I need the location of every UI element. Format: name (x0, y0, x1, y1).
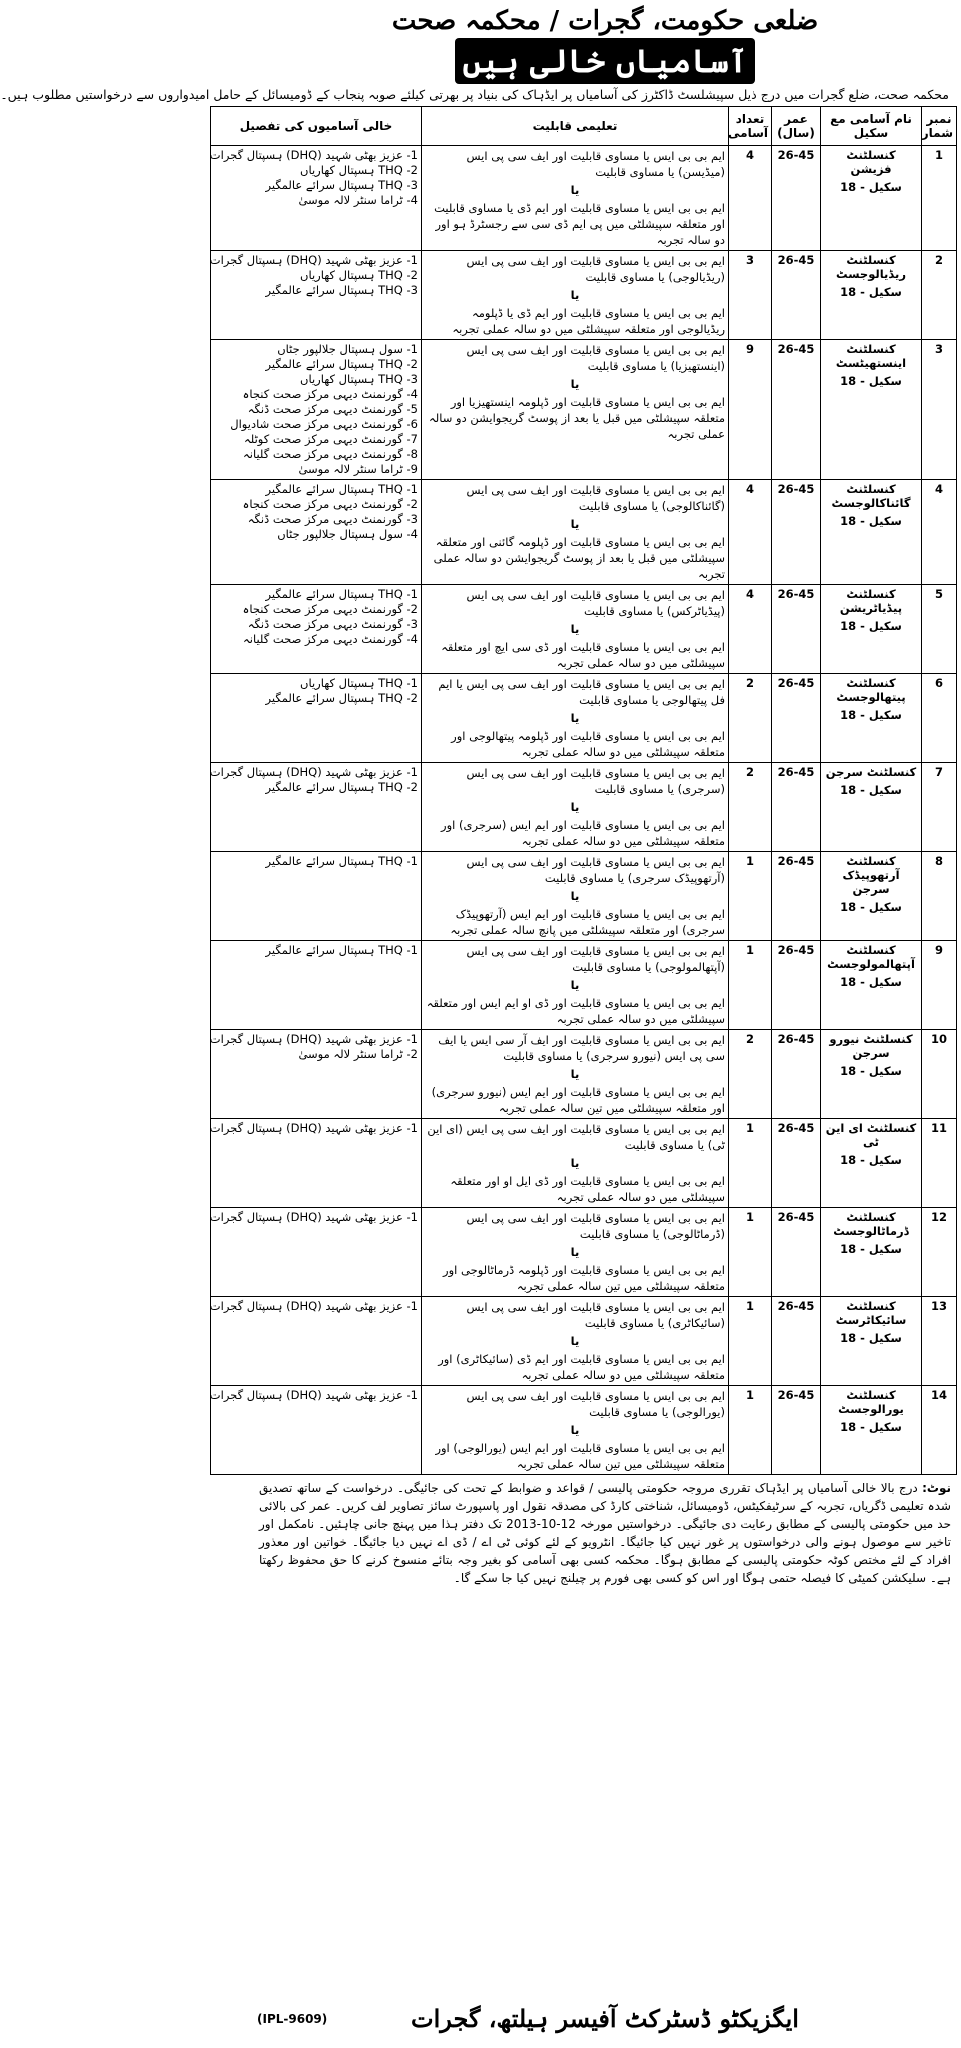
qualification-alternate: ایم بی بی ایس یا مساوی قابلیت اور ایم ڈی یا مساوی قابلیت اور متعلقہ سپیشلٹی میں پی ایم ڈی سی سے رجسٹرڈ ہو اور دو سالہ تجربہ (434, 201, 725, 247)
location-item: 8- گورنمنٹ دیہی مرکز صحت گلیانہ (243, 447, 418, 461)
location-item: 2- THQ ہسپتال کھاریاں (300, 163, 418, 177)
pay-scale: سکیل - 18 (840, 1242, 902, 1256)
qualification-cell (422, 1208, 729, 1297)
location-item: 4- گورنمنٹ دیہی مرکز صحت کنجاہ (242, 387, 418, 401)
govt-heading: ضلعی حکومت، گجرات / محکمہ صحت (391, 6, 819, 36)
qualification-or: یا (570, 1067, 580, 1081)
qualification-or: یا (570, 622, 580, 636)
location-item: 1- عزیز بھٹی شہید (DHQ) ہسپتال گجرات (209, 1299, 418, 1313)
qualification-alternate: ایم بی بی ایس یا مساوی قابلیت اور ڈپلومہ اینستھیزیا اور متعلقہ سپیشلٹی میں قبل یا بعد از پوسٹ گریجوایشن دو سالہ عملی تجربہ (428, 395, 725, 441)
serial-number: 11 (922, 1119, 957, 1208)
table-row (211, 763, 957, 852)
locations-cell (211, 1119, 422, 1208)
qualification-alternate: ایم بی بی ایس یا مساوی قابلیت اور ڈی او ایم ایس اور متعلقہ سپیشلٹی میں دو سالہ عملی تجربہ (426, 996, 725, 1026)
qualification-or: یا (570, 800, 580, 814)
location-item: 1- عزیز بھٹی شہید (DHQ) ہسپتال گجرات (209, 1210, 418, 1224)
pay-scale: سکیل - 18 (840, 374, 902, 388)
col-header-post: نام آسامی مع سکیل (821, 107, 922, 146)
location-item: 3- THQ ہسپتال سرائے عالمگیر (265, 178, 418, 192)
notes-section (253, 1475, 957, 1587)
locations-cell (211, 763, 422, 852)
post-count: 1 (729, 941, 772, 1030)
advertisement-page (0, 4, 957, 2044)
location-item: 2- گورنمنٹ دیہی مرکز صحت کنجاہ (242, 497, 418, 511)
qualification-primary: ایم بی بی ایس یا مساوی قابلیت اور ایف آر سی ایس یا ایف سی پی ایس (نیورو سرجری) یا مساوی قابلیت (438, 1033, 725, 1063)
age-limit: 26-45 (772, 146, 821, 251)
age-limit: 26-45 (772, 674, 821, 763)
serial-number: 13 (922, 1297, 957, 1386)
table-row (211, 1297, 957, 1386)
age-limit: 26-45 (772, 585, 821, 674)
qualification-or: یا (570, 1245, 580, 1259)
post-name: کنسلٹنٹ سائیکاٹرسٹ (835, 1299, 907, 1327)
age-limit: 26-45 (772, 1030, 821, 1119)
locations-cell (211, 1030, 422, 1119)
table-row (211, 251, 957, 340)
post-cell (821, 1386, 922, 1475)
post-cell (821, 480, 922, 585)
post-name: کنسلٹنٹ گائناکالوجسٹ (831, 482, 911, 510)
serial-number: 6 (922, 674, 957, 763)
post-cell (821, 1297, 922, 1386)
serial-number: 14 (922, 1386, 957, 1475)
qualification-alternate: ایم بی بی ایس یا مساوی قابلیت اور ڈپلومہ پیتھالوجی اور متعلقہ سپیشلٹی میں دو سالہ عملی تجربہ (451, 729, 725, 759)
location-item: 3- THQ ہسپتال کھاریاں (300, 372, 418, 386)
pay-scale: سکیل - 18 (840, 514, 902, 528)
qualification-or: یا (570, 889, 580, 903)
table-row (211, 674, 957, 763)
locations-cell (211, 1297, 422, 1386)
qualification-alternate: ایم بی بی ایس یا مساوی قابلیت اور ایم ایس (یورالوجی) اور متعلقہ سپیشلٹی میں تین سالہ عملی تجربہ (435, 1441, 725, 1471)
location-item: 1- عزیز بھٹی شہید (DHQ) ہسپتال گجرات (209, 1121, 418, 1135)
serial-number: 9 (922, 941, 957, 1030)
qualification-primary: ایم بی بی ایس یا مساوی قابلیت اور ایف سی پی ایس (پیڈیاٹرکس) یا مساوی قابلیت (466, 588, 725, 618)
pay-scale: سکیل - 18 (840, 1420, 902, 1434)
location-item: 4- سول ہسپتال جلالپور جٹاں (277, 527, 418, 541)
qualification-primary: ایم بی بی ایس یا مساوی قابلیت اور ایف سی پی ایس (گائناکالوجی) یا مساوی قابلیت (466, 483, 725, 513)
serial-number: 2 (922, 251, 957, 340)
serial-number: 1 (922, 146, 957, 251)
pay-scale: سکیل - 18 (840, 1331, 902, 1345)
post-name: کنسلٹنٹ فزیشن (846, 148, 896, 176)
qualification-cell (422, 585, 729, 674)
qualification-cell (422, 941, 729, 1030)
post-count: 2 (729, 1030, 772, 1119)
col-header-count: تعداد آسامی (729, 107, 772, 146)
qualification-cell (422, 674, 729, 763)
qualification-or: یا (570, 1334, 580, 1348)
post-cell (821, 852, 922, 941)
age-limit: 26-45 (772, 852, 821, 941)
post-cell (821, 251, 922, 340)
qualification-cell (422, 146, 729, 251)
post-count: 4 (729, 480, 772, 585)
post-count: 9 (729, 340, 772, 480)
qualification-cell (422, 1386, 729, 1475)
qualification-primary: ایم بی بی ایس یا مساوی قابلیت اور ایف سی پی ایس (یورالوجی) یا مساوی قابلیت (466, 1389, 725, 1419)
post-name: کنسلٹنٹ آپتھالمولوجسٹ (827, 943, 915, 971)
pay-scale: سکیل - 18 (840, 783, 902, 797)
vacancies-banner: آسامیاں خالی ہیں (455, 38, 755, 84)
pay-scale: سکیل - 18 (840, 180, 902, 194)
serial-number: 8 (922, 852, 957, 941)
col-header-age: عمر (سال) (772, 107, 821, 146)
location-item: 1- THQ ہسپتال سرائے عالمگیر (265, 943, 418, 957)
post-name: کنسلٹنٹ ڈرماٹالوجسٹ (833, 1210, 909, 1238)
post-count: 2 (729, 763, 772, 852)
age-limit: 26-45 (772, 1208, 821, 1297)
locations-cell (211, 480, 422, 585)
qualification-cell (422, 480, 729, 585)
qualification-alternate: ایم بی بی ایس یا مساوی قابلیت اور ایم ڈی (سائیکاٹری) اور متعلقہ سپیشلٹی میں دو سالہ عملی تجربہ (438, 1352, 725, 1382)
post-name: کنسلٹنٹ اینستھیٹسٹ (835, 342, 907, 370)
locations-cell (211, 340, 422, 480)
locations-cell (211, 585, 422, 674)
table-row (211, 585, 957, 674)
post-count: 4 (729, 146, 772, 251)
locations-cell (211, 1386, 422, 1475)
pay-scale: سکیل - 18 (840, 1153, 902, 1167)
post-count: 3 (729, 251, 772, 340)
locations-cell (211, 1208, 422, 1297)
post-name: کنسلٹنٹ یورالوجسٹ (838, 1388, 904, 1416)
location-item: 4- ٹراما سنٹر لالہ موسیٰ (298, 193, 418, 207)
qualification-alternate: ایم بی بی ایس یا مساوی قابلیت اور ڈی سی ایچ اور متعلقہ سپیشلٹی میں دو سالہ عملی تجربہ (441, 640, 725, 670)
qualification-cell (422, 1030, 729, 1119)
location-item: 3- گورنمنٹ دیہی مرکز صحت ڈنگہ (247, 617, 418, 631)
location-item: 2- گورنمنٹ دیہی مرکز صحت کنجاہ (242, 602, 418, 616)
post-cell (821, 941, 922, 1030)
pay-scale: سکیل - 18 (840, 708, 902, 722)
table-row (211, 340, 957, 480)
location-item: 1- THQ ہسپتال سرائے عالمگیر (265, 854, 418, 868)
qualification-or: یا (570, 1423, 580, 1437)
serial-number: 10 (922, 1030, 957, 1119)
post-count: 1 (729, 1208, 772, 1297)
ad-footer (253, 2002, 957, 2044)
qualification-alternate: ایم بی بی ایس یا مساوی قابلیت اور ایم ایس (نیورو سرجری) اور متعلقہ سپیشلٹی میں تین سالہ عملی تجربہ (431, 1085, 725, 1115)
qualification-alternate: ایم بی بی ایس یا مساوی قابلیت اور ڈی ایل او اور متعلقہ سپیشلٹی میں دو سالہ عملی تجربہ (450, 1174, 725, 1204)
post-count: 1 (729, 1119, 772, 1208)
qualification-primary: ایم بی بی ایس یا مساوی قابلیت اور ایف سی پی ایس (ریڈیالوجی) یا مساوی قابلیت (466, 254, 725, 284)
post-cell (821, 146, 922, 251)
age-limit: 26-45 (772, 763, 821, 852)
age-limit: 26-45 (772, 480, 821, 585)
note-label: نوٹ: (922, 1481, 951, 1495)
age-limit: 26-45 (772, 941, 821, 1030)
location-item: 7- گورنمنٹ دیہی مرکز صحت کوٹلہ (244, 432, 418, 446)
col-header-qualification: تعلیمی قابلیت (422, 107, 729, 146)
location-item: 4- گورنمنٹ دیہی مرکز صحت گلیانہ (243, 632, 418, 646)
location-item: 2- THQ ہسپتال سرائے عالمگیر (265, 357, 418, 371)
qualification-alternate: ایم بی بی ایس یا مساوی قابلیت اور ایم ایس (سرجری) اور متعلقہ سپیشلٹی میں دو سالہ عملی تجربہ (441, 818, 725, 848)
pay-scale: سکیل - 18 (840, 619, 902, 633)
location-item: 3- گورنمنٹ دیہی مرکز صحت ڈنگہ (247, 512, 418, 526)
location-item: 1- THQ ہسپتال سرائے عالمگیر (265, 587, 418, 601)
qualification-primary: ایم بی بی ایس یا مساوی قابلیت اور ایف سی پی ایس یا ایم فل پیتھالوجی یا مساوی قابلیت (438, 677, 725, 707)
post-count: 2 (729, 674, 772, 763)
post-count: 1 (729, 852, 772, 941)
table-row (211, 941, 957, 1030)
table-row (211, 480, 957, 585)
post-count: 1 (729, 1297, 772, 1386)
post-cell (821, 674, 922, 763)
age-limit: 26-45 (772, 1386, 821, 1475)
qualification-alternate: ایم بی بی ایس یا مساوی قابلیت اور ڈپلومہ ڈرماٹالوجی اور متعلقہ سپیشلٹی میں تین سالہ عملی تجربہ (443, 1263, 725, 1293)
table-header-row (211, 107, 957, 146)
qualification-cell (422, 1119, 729, 1208)
locations-cell (211, 852, 422, 941)
qualification-alternate: ایم بی بی ایس یا مساوی قابلیت اور ڈپلومہ گائنی اور متعلقہ سپیشلٹی میں قبل یا بعد از پوسٹ گریجوایشن دو سالہ عملی تجربہ (433, 535, 725, 581)
table-row (211, 1119, 957, 1208)
col-header-locations: خالی آسامیوں کی تفصیل (211, 107, 422, 146)
qualification-alternate: ایم بی بی ایس یا مساوی قابلیت اور ایم ایس (آرتھوپیڈک سرجری) اور متعلقہ سپیشلٹی میں پانچ سالہ عملی تجربہ (450, 907, 725, 937)
qualification-or: یا (570, 711, 580, 725)
post-name: کنسلٹنٹ نیورو سرجن (829, 1032, 913, 1060)
intro-text: محکمہ صحت، ضلع گجرات میں درج ذیل سپیشلسٹ ڈاکٹرز کی آسامیاں پر ایڈہاک کی بنیاد پر بھرتی کیلئے صوبہ پنجاب کے ڈومیسائل کے حامل امیدواروں سے درخواستیں مطلوب ہیں۔ (0, 87, 949, 102)
location-item: 1- عزیز بھٹی شہید (DHQ) ہسپتال گجرات (209, 765, 418, 779)
location-item: 6- گورنمنٹ دیہی مرکز صحت شادیوال (230, 417, 418, 431)
location-item: 2- THQ ہسپتال سرائے عالمگیر (265, 780, 418, 794)
qualification-cell (422, 340, 729, 480)
post-name: کنسلٹنٹ سرجن (825, 765, 917, 779)
serial-number: 5 (922, 585, 957, 674)
serial-number: 12 (922, 1208, 957, 1297)
qualification-or: یا (570, 517, 580, 531)
location-item: 1- سول ہسپتال جلالپور جٹاں (277, 342, 418, 356)
pay-scale: سکیل - 18 (840, 975, 902, 989)
post-cell (821, 763, 922, 852)
location-item: 1- عزیز بھٹی شہید (DHQ) ہسپتال گجرات (209, 148, 418, 162)
qualification-primary: ایم بی بی ایس یا مساوی قابلیت اور ایف سی پی ایس (سائیکاٹری) یا مساوی قابلیت (466, 1300, 725, 1330)
qualification-cell (422, 251, 729, 340)
qualification-cell (422, 763, 729, 852)
location-item: 1- THQ ہسپتال سرائے عالمگیر (265, 482, 418, 496)
qualification-primary: ایم بی بی ایس یا مساوی قابلیت اور ایف سی پی ایس (سرجری) یا مساوی قابلیت (466, 766, 725, 796)
location-item: 5- گورنمنٹ دیہی مرکز صحت ڈنگہ (247, 402, 418, 416)
qualification-primary: ایم بی بی ایس یا مساوی قابلیت اور ایف سی پی ایس (آرتھوپیڈک سرجری) یا مساوی قابلیت (466, 855, 725, 885)
table-row (211, 852, 957, 941)
serial-number: 4 (922, 480, 957, 585)
post-name: کنسلٹنٹ پیتھالوجسٹ (836, 676, 906, 704)
qualification-alternate: ایم بی بی ایس یا مساوی قابلیت اور ایم ڈی یا ڈپلومہ ریڈیالوجی اور متعلقہ سپیشلٹی میں دو سالہ عملی تجربہ (452, 306, 725, 336)
qualification-primary: ایم بی بی ایس یا مساوی قابلیت اور ایف سی پی ایس (میڈیسن) یا مساوی قابلیت (466, 149, 725, 179)
post-name: کنسلٹنٹ پیڈیاٹریشن (839, 587, 903, 615)
post-name: کنسلٹنٹ آرتھوپیڈک سرجن (842, 854, 900, 896)
table-row (211, 1030, 957, 1119)
table-row (211, 1208, 957, 1297)
location-item: 2- THQ ہسپتال کھاریاں (300, 268, 418, 282)
pay-scale: سکیل - 18 (840, 900, 902, 914)
qualification-cell (422, 1297, 729, 1386)
qualification-or: یا (570, 288, 580, 302)
location-item: 3- THQ ہسپتال سرائے عالمگیر (265, 283, 418, 297)
post-name: کنسلٹنٹ ای این ٹی (825, 1121, 917, 1149)
col-header-serial: نمبر شمار (922, 107, 957, 146)
ad-reference: (IPL-9609) (257, 2012, 328, 2026)
qualification-or: یا (570, 978, 580, 992)
location-item: 1- عزیز بھٹی شہید (DHQ) ہسپتال گجرات (209, 1388, 418, 1402)
location-item: 1- عزیز بھٹی شہید (DHQ) ہسپتال گجرات (209, 1032, 418, 1046)
post-count: 1 (729, 1386, 772, 1475)
post-cell (821, 340, 922, 480)
qualification-or: یا (570, 1156, 580, 1170)
qualification-primary: ایم بی بی ایس یا مساوی قابلیت اور ایف سی پی ایس (اینستھیزیا) یا مساوی قابلیت (466, 343, 725, 373)
location-item: 2- ٹراما سنٹر لالہ موسیٰ (298, 1047, 418, 1061)
locations-cell (211, 941, 422, 1030)
location-item: 9- ٹراما سنٹر لالہ موسیٰ (298, 462, 418, 476)
age-limit: 26-45 (772, 1297, 821, 1386)
post-count: 4 (729, 585, 772, 674)
note-text: درج بالا خالی آسامیاں پر ایڈہاک تقرری مروجہ حکومتی پالیسی / قواعد و ضوابط کے تحت کی جائیگی۔ درخواست کے ساتھ تصدیق شدہ تعلیمی ڈگریاں، تجربہ کے سرٹیفکیٹس، ڈومیسائل، شناختی کارڈ کی مصدقہ نقول اور پاسپورٹ سائز تصاویر لف کریں۔ عمر کی بالائی حد میں حکومتی پالیسی کے مطابق رعایت دی جائیگی۔ درخواستیں مورخہ 12-10-2013 تک دفتر ہذا میں پہنچ جانی چاہئیں۔ نامکمل اور تاخیر سے موصول ہونے والی درخواستوں پر غور نہیں کیا جائیگا۔ انٹرویو کے لئے کوئی ٹی اے / ڈی اے نہیں دیا جائیگا۔ خواتین اور معذور افراد کے لئے مختص کوٹہ حکومتی پالیسی کے مطابق ہوگا۔ محکمہ کسی بھی آسامی کو بغیر وجہ بتائے منسوخ کرنے کا حق محفوظ رکھتا ہے۔ سلیکشن کمیٹی کا فیصلہ حتمی ہوگا اور اس کو کسی بھی فورم پر چیلنج نہیں کیا جا سکے گا۔ (259, 1481, 952, 1585)
post-name: کنسلٹنٹ ریڈیالوجسٹ (836, 253, 906, 281)
post-cell (821, 585, 922, 674)
qualification-cell (422, 852, 729, 941)
table-row (211, 146, 957, 251)
post-cell (821, 1119, 922, 1208)
issuing-officer: ایگزیکٹو ڈسٹرکٹ آفیسر ہیلتھ، گجرات (411, 2004, 799, 2033)
serial-number: 7 (922, 763, 957, 852)
ad-header (0, 4, 957, 106)
location-item: 1- عزیز بھٹی شہید (DHQ) ہسپتال گجرات (209, 253, 418, 267)
table-row (211, 1386, 957, 1475)
qualification-primary: ایم بی بی ایس یا مساوی قابلیت اور ایف سی پی ایس (ای این ٹی) یا مساوی قابلیت (427, 1122, 725, 1152)
qualification-or: یا (570, 377, 580, 391)
qualification-or: یا (570, 183, 580, 197)
post-cell (821, 1208, 922, 1297)
qualification-primary: ایم بی بی ایس یا مساوی قابلیت اور ایف سی پی ایس (ڈرماٹالوجی) یا مساوی قابلیت (466, 1211, 725, 1241)
vacancy-table (210, 106, 957, 1475)
vacancy-rows (211, 146, 957, 1475)
pay-scale: سکیل - 18 (840, 285, 902, 299)
locations-cell (211, 146, 422, 251)
post-cell (821, 1030, 922, 1119)
qualification-primary: ایم بی بی ایس یا مساوی قابلیت اور ایف سی پی ایس (آپتھالمولوجی) یا مساوی قابلیت (466, 944, 725, 974)
age-limit: 26-45 (772, 340, 821, 480)
pay-scale: سکیل - 18 (840, 1064, 902, 1078)
locations-cell (211, 251, 422, 340)
location-item: 1- THQ ہسپتال کھاریاں (300, 676, 418, 690)
age-limit: 26-45 (772, 1119, 821, 1208)
serial-number: 3 (922, 340, 957, 480)
age-limit: 26-45 (772, 251, 821, 340)
location-item: 2- THQ ہسپتال سرائے عالمگیر (265, 691, 418, 705)
locations-cell (211, 674, 422, 763)
